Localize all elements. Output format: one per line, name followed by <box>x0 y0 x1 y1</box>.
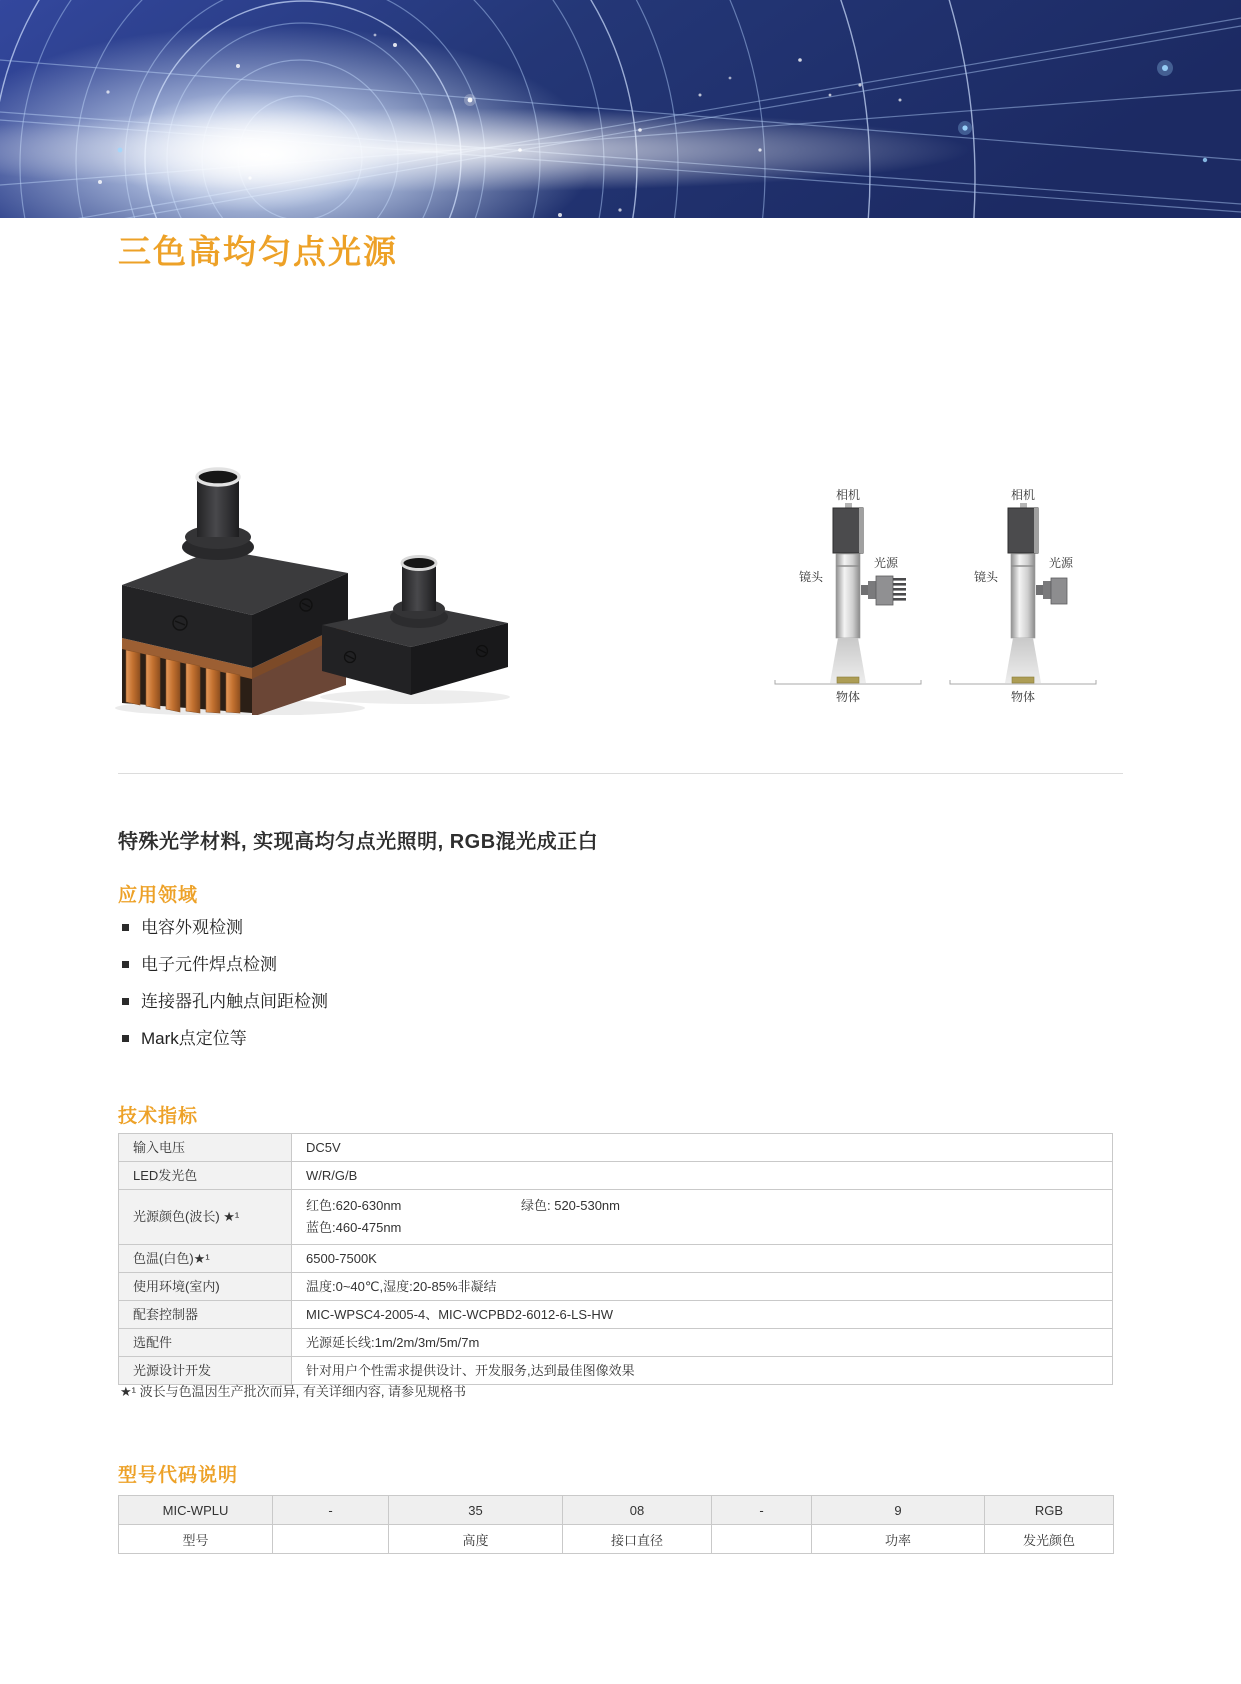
table-row <box>119 1496 1114 1525</box>
light-source-label: 光源 <box>874 556 899 570</box>
spec-label: 光源颜色(波长) ★¹ <box>119 1190 292 1245</box>
lens-label: 镜头 <box>799 570 824 584</box>
application-text: 连接器孔内触点间距检测 <box>141 992 328 1011</box>
model-code-label: 接口直径 <box>563 1525 712 1554</box>
bullet-icon <box>122 924 129 931</box>
section-divider <box>118 773 1123 774</box>
spec-table <box>118 1133 1113 1385</box>
list-item <box>120 1026 328 1063</box>
applications-list <box>120 915 328 1063</box>
model-code-value: 35 <box>389 1496 563 1525</box>
setup-diagram-2 <box>948 484 1098 709</box>
spec-label: LED发光色 <box>119 1162 292 1190</box>
model-code-value: - <box>712 1496 812 1525</box>
spec-footnote: ★¹ 波长与色温因生产批次而异, 有关详细内容, 请参见规格书 <box>120 1384 467 1399</box>
setup-diagram-2-graphic <box>948 484 1098 709</box>
setup-diagram-1 <box>773 484 923 709</box>
spec-value: 光源延长线:1m/2m/3m/5m/7m <box>292 1329 1113 1357</box>
spec-label: 配套控制器 <box>119 1301 292 1329</box>
specs-title: 技术指标 <box>118 1106 199 1127</box>
wavelength-line-2 <box>306 1217 1112 1239</box>
model-code-value: - <box>273 1496 389 1525</box>
table-row <box>119 1301 1113 1329</box>
wavelength-green: 绿色: 520-530nm <box>521 1198 620 1213</box>
application-text: 电容外观检测 <box>141 918 243 937</box>
spec-label: 使用环境(室内) <box>119 1273 292 1301</box>
list-item <box>120 952 328 989</box>
model-code-label: 型号 <box>119 1525 273 1554</box>
model-code-label <box>712 1525 812 1554</box>
spec-label: 输入电压 <box>119 1134 292 1162</box>
spec-label: 选配件 <box>119 1329 292 1357</box>
bullet-icon <box>122 998 129 1005</box>
spec-label: 光源设计开发 <box>119 1357 292 1385</box>
bullet-icon <box>122 961 129 968</box>
table-row <box>119 1525 1114 1554</box>
hero-banner <box>0 0 1241 218</box>
spec-value: 6500-7500K <box>292 1245 1113 1273</box>
model-code-value: 08 <box>563 1496 712 1525</box>
camera-label: 相机 <box>1010 488 1035 502</box>
model-code-label: 发光颜色 <box>985 1525 1114 1554</box>
page-title: 三色高均匀点光源 <box>118 233 398 270</box>
application-text: 电子元件焊点检测 <box>141 955 277 974</box>
spec-value: W/R/G/B <box>292 1162 1113 1190</box>
table-row <box>119 1162 1113 1190</box>
wavelength-blue: 蓝色:460-475nm <box>306 1220 402 1235</box>
model-code-value: MIC-WPLU <box>119 1496 273 1525</box>
model-code-title: 型号代码说明 <box>118 1465 239 1486</box>
model-code-value: 9 <box>812 1496 985 1525</box>
object-label: 物体 <box>1010 690 1035 704</box>
spec-value: DC5V <box>292 1134 1113 1162</box>
application-text: Mark点定位等 <box>141 1029 247 1048</box>
wavelength-line-1 <box>306 1195 1112 1217</box>
camera-label: 相机 <box>835 488 860 502</box>
model-code-value: RGB <box>985 1496 1114 1525</box>
object-label: 物体 <box>835 690 860 704</box>
table-row <box>119 1134 1113 1162</box>
wavelength-red: 红色:620-630nm <box>306 1198 402 1213</box>
bullet-icon <box>122 1035 129 1042</box>
feature-headline: 特殊光学材料, 实现高均匀点光照明, RGB混光成正白 <box>118 831 599 853</box>
spec-value: MIC-WPSC4-2005-4、MIC-WCPBD2-6012-6-LS-HW <box>292 1301 1113 1329</box>
model-code-label: 高度 <box>389 1525 563 1554</box>
applications-title: 应用领域 <box>118 885 199 906</box>
spec-label: 色温(白色)★¹ <box>119 1245 292 1273</box>
product-render <box>110 455 530 715</box>
table-row <box>119 1190 1113 1245</box>
model-code-label: 功率 <box>812 1525 985 1554</box>
setup-diagram-1-graphic <box>773 484 923 709</box>
table-row <box>119 1329 1113 1357</box>
spec-value <box>292 1190 1113 1245</box>
list-item <box>120 989 328 1026</box>
light-source-label: 光源 <box>1049 556 1074 570</box>
spec-value: 温度:0~40℃,湿度:20-85%非凝结 <box>292 1273 1113 1301</box>
model-code-label <box>273 1525 389 1554</box>
list-item <box>120 915 328 952</box>
spec-value: 针对用户个性需求提供设计、开发服务,达到最佳图像效果 <box>292 1357 1113 1385</box>
banner-graphic <box>0 0 1241 218</box>
lens-label: 镜头 <box>974 570 999 584</box>
model-code-table <box>118 1495 1114 1554</box>
table-row <box>119 1273 1113 1301</box>
product-photo <box>110 455 530 715</box>
table-row <box>119 1245 1113 1273</box>
